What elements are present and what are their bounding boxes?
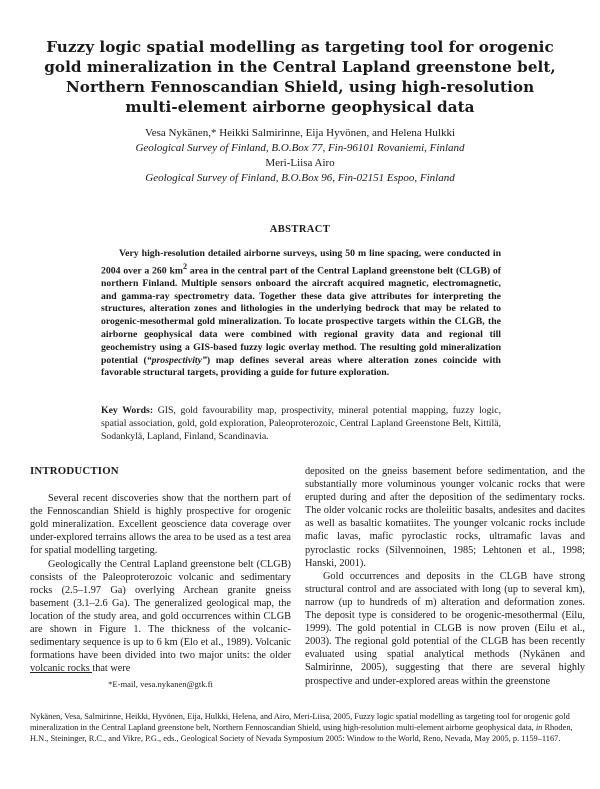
citation-text: Nykänen, Vesa, Salmirinne, Heikki, Hyvönen, Eija, Hulkki, Helena, and Airo, Meri-Liisa, 2005, Fuzzy logic spatial modelling as targeting tool for orogenic gold mineralization in the Central Lapland greenstone belt, Northern Fennoscandian Shield, using high-resolution multi-element airborne geophysical data, [30, 712, 570, 732]
paragraph: Gold occurrences and deposits in the CLGB have strong structural control and are associated with long (up to several km), narrow (up to hundreds of m) alteration and deformation zones. The deposit type is considered to be orogenic-mesothermal (Eilu, 1999). The gold potential in CLGB is now proven (Eilu et al., 2003). The regional gold potential of the CLGB has been recently evaluated using spatial analytical methods (Nykänen and Salmirinne, 2005), suggesting that there are several highly prospective and under-explored areas within the greenstone [305, 570, 585, 687]
right-column [305, 465, 585, 688]
abstract-heading: ABSTRACT [269, 224, 331, 235]
abstract-text: area in the central part of the Central Lapland greenstone belt (CLGB) of northern Finland. Multiple sensors onboard the aircraft acquired magnetic, electromagnetic, and gamma-ray spectrometry data. Together these data give attributes for interpreting the structures, alteration zones and lithologies in the underlying bedrock that may be related to orogenic-mesothermal gold mineralization. To locate prospective targets within the CLGB, the airborne geophysical data were combined with regional gravity data and regional till geochemistry using a GIS-based fuzzy logic overlay method. The resulting gold mineralization potential ( [101, 265, 501, 366]
citation-text: Rhoden, H.N., Steininger, R.C., and Vikre, P.G., eds., Geological Society of Nevada Symposium 2005: Window to the World, Reno, Nevada, May 2005, p. 1159–1167. [30, 723, 573, 743]
paragraph: deposited on the gneiss basement before sedimentation, and the substantially more voluminous younger volcanic rocks that were erupted during and after the deposition of the sedimentary rocks. The older volcanic rocks are tholeiitic basalts, andesites and dacites as well as basaltic komatiites. The younger volcanic rocks include mafic lavas, mafic pyroclastic rocks, ultramafic lavas and pyroclastic rocks (Silvennoinen, 1985; Lehtonen et al., 1998; Hanski, 2001). [305, 466, 585, 569]
keywords-label: Key Words: [101, 405, 154, 416]
author-names: Vesa Nykänen,* Heikki Salmirinne, Eija Hyvönen, and Helena Hulkki [144, 127, 456, 139]
title-line: Fuzzy logic spatial modelling as targeting tool for orogenic [46, 38, 554, 56]
author-affiliation: Geological Survey of Finland, B.O.Box 96, Fin-02151 Espoo, Finland [145, 172, 455, 184]
abstract-text: Very high-resolution detailed airborne surveys, using 50 m line spacing, were conducted in 2004 over a 260 km [101, 248, 501, 277]
paragraph: Geologically the Central Lapland greenstone belt (CLGB) consists of the Paleoproterozoic volcanic and sedimentary rocks (2.5–1.97 Ga) overlying Archean granite gneiss basement (3.1–2.6 Ga). The generalized geological map, the location of the study area, and gold occurrences within CLGB are shown in Figure 1. The thickness of the volcanic-sedimentary sequence is up to 6 km (Elo et al., 1989). Volcanic formations have been divided into two major units: the older volcanic rocks that were [30, 558, 291, 675]
abstract-text: ) map defines several areas where alteration zones coincide with favorable structural targets, providing a guide for future exploration. [101, 354, 501, 379]
section-heading: INTRODUCTION [30, 465, 119, 477]
keywords-text: GIS, gold favourability map, prospectivity, mineral potential mapping, fuzzy logic, spatial association, gold, gold exploration, Paleoproterozoic, Central Lapland Greenstone Belt, Kittilä, Sodankylä, Lapland, Finland, Scandinavia. [101, 405, 502, 442]
citation-italic: in [535, 723, 543, 732]
author-block [40, 126, 560, 186]
paper-title [40, 37, 560, 117]
title-line: Northern Fennoscandian Shield, using high-resolution [65, 78, 535, 96]
author-names: Meri-Liisa Airo [265, 157, 335, 169]
author-affiliation: Geological Survey of Finland, B.O.Box 77, Fin-96101 Rovaniemi, Finland [135, 142, 465, 154]
keywords [101, 405, 501, 443]
superscript: 2 [183, 261, 188, 271]
paragraph: Several recent discoveries show that the northern part of the Fennoscandian Shield is highly prospective for orogenic gold mineralization. Excellent geoscience data coverage over under-explored terrains allows the area to be used as a test area for spatial modelling targeting. [30, 493, 291, 557]
footnote-rule [30, 672, 92, 673]
abstract-italic: “prospectivity” [146, 354, 207, 366]
left-column [30, 465, 291, 675]
citation [30, 711, 580, 744]
footnote: *E-mail, vesa.nykanen@gtk.fi [108, 679, 213, 689]
abstract-paragraph [101, 248, 501, 380]
abstract-body [101, 248, 501, 380]
title-line: gold mineralization in the Central Lapland greenstone belt, [44, 58, 556, 76]
title-line: multi-element airborne geophysical data [125, 98, 475, 116]
